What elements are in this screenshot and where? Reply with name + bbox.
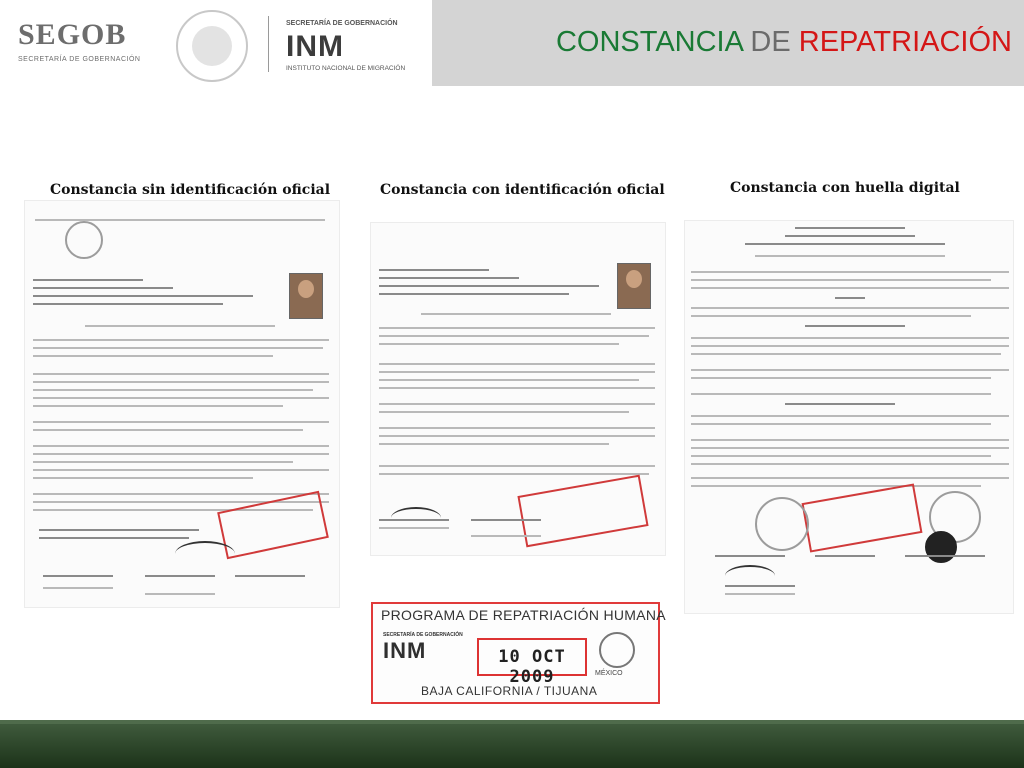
doc-caption-2: Constancia con identificación oficial [380,182,665,198]
scan-line [691,485,981,487]
scan-line [691,337,1009,339]
scan-line [691,463,1009,465]
stamp-inm-logo [383,632,463,676]
footer-bar [0,724,1024,768]
scan-line [33,453,329,455]
scan-line [815,555,875,557]
scan-line [379,343,619,345]
stamp-place: BAJA CALIFORNIA / TIJUANA [421,684,598,698]
scan-line [471,519,541,521]
scan-line [33,303,223,305]
scan-line [145,593,215,595]
scan-line [715,555,785,557]
scan-line [39,537,189,539]
scan-line [379,285,599,287]
scan-line [379,363,655,365]
scan-line [379,465,655,467]
scan-line [379,371,655,373]
scan-line [691,393,991,395]
fingerprint-icon [925,531,957,563]
inm-logo [286,20,416,74]
person-photo [289,273,323,319]
scan-line [795,227,905,229]
scan-line [33,389,313,391]
scan-line [33,347,323,349]
scan-line [379,327,655,329]
stamp-date-box [477,638,587,687]
scan-line [33,279,143,281]
scan-line [379,411,629,413]
scan-line [725,593,795,595]
slide-title [556,26,1012,59]
scan-line [379,293,569,295]
scan-line [835,297,865,299]
scan-line [421,313,611,315]
segob-logo-subtitle: SECRETARÍA DE GOBERNACIÓN [18,56,141,63]
scan-line [33,373,329,375]
scan-line [379,427,655,429]
doc-caption-3: Constancia con huella digital [730,180,960,196]
scan-line [745,243,945,245]
scan-line [33,477,253,479]
person-photo [617,263,651,309]
segob-logo [18,18,148,78]
scan-line [691,279,991,281]
doc-caption-1: Constancia sin identificación oficial [50,182,331,198]
scan-line [691,423,991,425]
scan-line [691,307,1009,309]
document-scan-2 [370,222,666,556]
scan-line [691,415,1009,417]
slide-header [0,0,1024,86]
stamp-logo-text: INM [383,638,427,663]
scan-line [691,369,1009,371]
scan-line [379,387,655,389]
scan-line [379,379,639,381]
scan-line [691,353,1001,355]
scan-line [691,271,1009,273]
scan-line [33,381,329,383]
signature-mark [175,541,235,567]
title-word-constancia: CONSTANCIA [555,26,743,58]
scan-line [691,477,1009,479]
scan-line [35,219,325,221]
scan-line [691,455,991,457]
scan-line [785,235,915,237]
scan-line [379,269,489,271]
scan-line [379,435,655,437]
scan-line [33,461,293,463]
segob-logo-text: SEGOB [18,18,127,51]
scan-line [33,421,329,423]
scan-line [33,355,273,357]
mexico-seal-icon [599,632,635,668]
scan-line [43,587,113,589]
seal-icon [65,221,103,259]
scan-line [471,535,541,537]
scan-line [691,287,1009,289]
inm-logo-text: INM [286,30,344,63]
signature-mark [725,565,775,587]
document-scan-1 [24,200,340,608]
scan-line [691,439,1009,441]
scan-line [905,555,985,557]
scan-line [691,377,991,379]
document-scan-3 [684,220,1014,614]
scan-line [33,429,303,431]
scan-line [691,447,1009,449]
stamp-zoom [371,602,666,704]
stamp-program-title: PROGRAMA DE REPATRIACIÓN HUMANA [381,607,666,623]
scan-line [805,325,905,327]
scan-line [33,339,329,341]
scan-line [379,527,449,529]
scan-line [43,575,113,577]
title-word-repatriacion: REPATRIACIÓN [798,26,1012,58]
seal-icon [755,497,809,551]
scan-line [755,255,945,257]
stamp-seal-label: MÉXICO [595,670,623,677]
stamp-logo-top: SECRETARÍA DE GOBERNACIÓN [383,632,463,638]
national-seal-icon [176,10,248,82]
scan-line [691,345,1009,347]
scan-line [33,445,329,447]
scan-line [379,519,449,521]
scan-line [235,575,305,577]
scan-line [785,403,895,405]
scan-line [691,315,971,317]
inm-logo-top: SECRETARÍA DE GOBERNACIÓN [286,20,398,27]
scan-line [379,277,519,279]
scan-line [33,397,329,399]
repatriation-stamp [802,483,923,552]
scan-line [33,405,283,407]
title-banner [432,0,1024,86]
scan-line [33,469,329,471]
title-word-de: DE [742,26,799,58]
stamp-date: 10 OCT 2009 [498,647,566,687]
scan-line [33,493,329,495]
inm-logo-subtitle: INSTITUTO NACIONAL DE MIGRACIÓN [286,65,406,72]
scan-line [33,295,253,297]
logo-divider [268,16,269,72]
scan-line [379,335,649,337]
signature-mark [391,507,441,529]
scan-line [33,287,173,289]
scan-line [725,585,795,587]
scan-line [379,403,655,405]
scan-line [145,575,215,577]
scan-line [379,473,649,475]
scan-line [85,325,275,327]
scan-line [39,529,199,531]
scan-line [379,443,609,445]
